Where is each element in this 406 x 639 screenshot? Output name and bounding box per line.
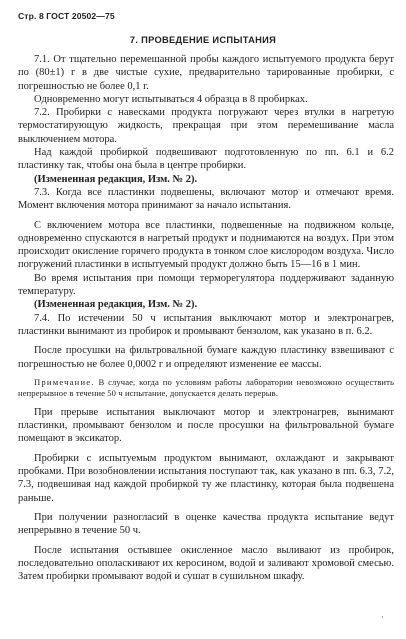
paragraph-weighing: После просушки на фильтровальной бумаге каждую пластинку взвешивают с погрешностью не более 0,0002 г и определяют изменение ее массы.	[18, 345, 394, 370]
revision-note: (Измененная редакция, Изм. № 2).	[34, 299, 198, 311]
document-body	[18, 53, 394, 583]
paragraph-disagreement: При получении разногласий в оценке качества продукта испытание ведут непрерывно в течение 50 ч.	[18, 511, 394, 537]
paragraph-7-3: 7.3. Когда все пластинки подвешены, включают мотор и отмечают время. Момент включения мотора принимают за начало испытания.	[18, 186, 394, 212]
paragraph-interruption: При прерыве испытания выключают мотор и электронагрев, вынимают пластинки, промывают бензолом и после просушки на фильтровальной бумаге помещают в эксикатор.	[18, 406, 394, 445]
paragraph-plate: Над каждой пробиркой подвешивают подготовленную по пп. 6.1 и 6.2 пластинку так, чтобы она была в центре пробирки.	[18, 147, 394, 172]
revision-note: (Измененная редакция, Изм. № 2).	[34, 173, 198, 185]
paragraph-samples: Одновременно могут испытываться 4 образца в 8 пробирках.	[34, 93, 308, 105]
paragraph-7-2: 7.2. Пробирки с навесками продукта погружают через втулки в нагретую термостатирующую жидкость, прекращая при этом перемешивание масла выключением мотора.	[18, 107, 394, 145]
note-label: Примечание.	[34, 376, 95, 387]
paragraph-7-4: 7.4. По истечении 50 ч испытания выключают мотор и электронагрев, пластинки вынимают из пробирок и промывают бензолом, как указано в п. 6.2.	[18, 312, 394, 337]
paragraph-temperature: Во время испытания при помощи терморегулятора поддерживают заданную температуру.	[18, 272, 394, 298]
paragraph-motor: С включением мотора все пластинки, подвешенные на подвижном кольце, одновременно спускаются в нагретый продукт и поднимаются на воздух. При этом происходит окисление горячего продукта в тонком слое кислородом воздуха. Число погружений пластинки в испытуемый продукт должно быть 15—16 в 1 мин.	[18, 219, 394, 271]
page-header: Стр. 8 ГОСТ 20502—75	[18, 11, 115, 21]
note	[18, 377, 394, 400]
paragraph-resume: Пробирки с испытуемым продуктом вынимают, охлаждают и закрывают пробками. При возобновлении испытания поступают так, как указано в пп. 6.3, 7.2, 7.3, подвешивая над каждой пробиркой ту же пластинку, которая была подвешена раньше.	[18, 452, 394, 504]
section-title: 7. ПРОВЕДЕНИЕ ИСПЫТАНИЯ	[129, 35, 277, 45]
corner-mark: ·	[381, 612, 384, 622]
paragraph-cleaning: После испытания остывшее окисленное масло выливают из пробирок, последовательно ополаскивают их керосином, водой и заливают хромовой смесью. Затем пробирки промывают водой и сушат в сушильном шкафу.	[18, 544, 394, 583]
paragraph-7-1: 7.1. От тщательно перемешанной пробы каждого испытуемого продукта берут по (80±1) г в две чистые сухие, предварительно тарированные пробирки, с погрешностью не более 0,1 г.	[18, 54, 394, 92]
note-text: В случае, когда по условиям работы лаборатории невозможно осуществить непрерывное в течение 50 ч испытание, допускается делать перерыв.	[18, 376, 394, 399]
